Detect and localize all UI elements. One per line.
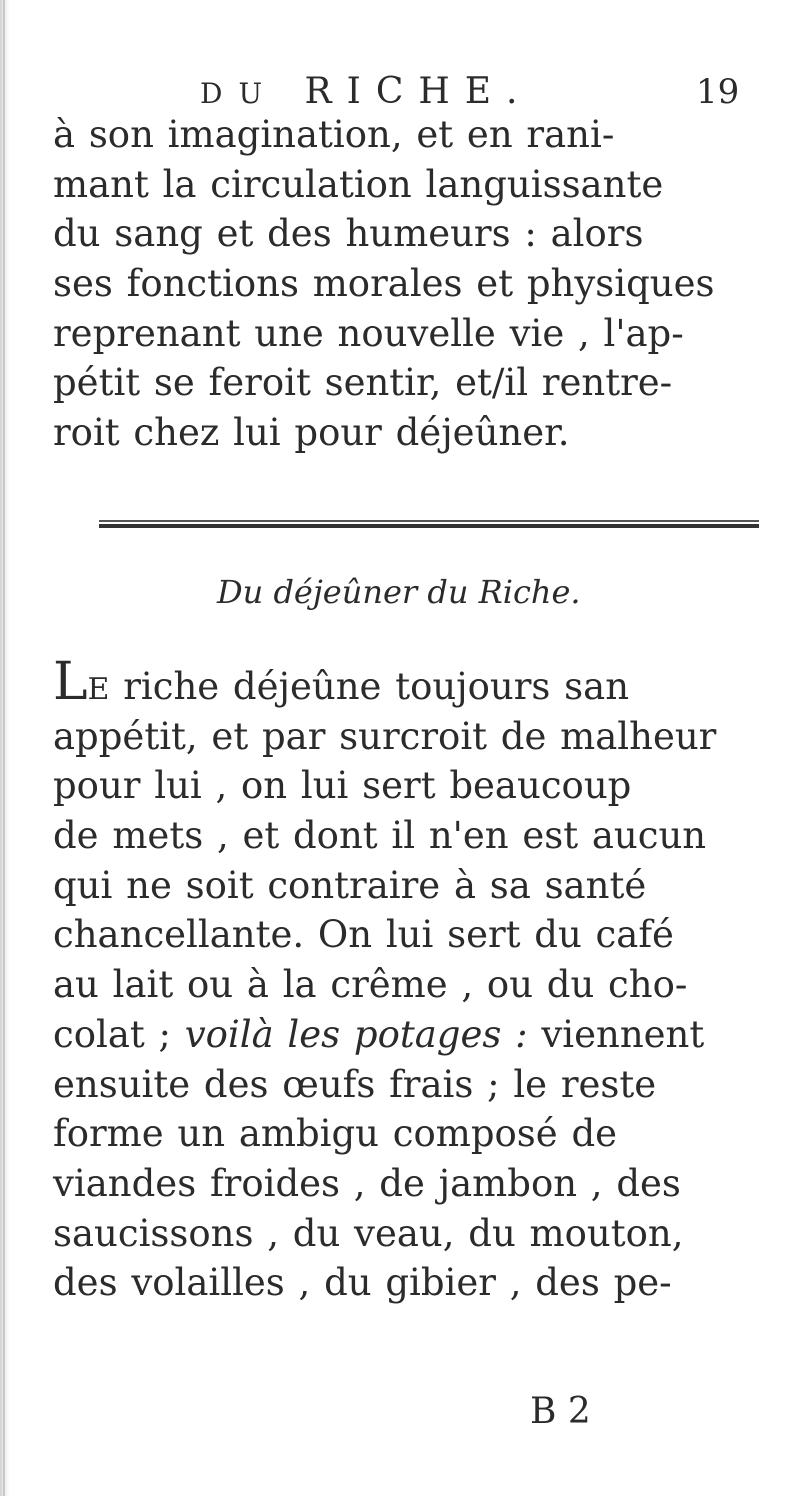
divider-thick-line bbox=[99, 524, 759, 528]
running-head-title bbox=[200, 72, 533, 114]
text-line: appétit, et par surcroit de malheur bbox=[53, 714, 717, 758]
italic-phrase: voilà les potages : bbox=[184, 1012, 528, 1056]
text-line-first bbox=[53, 652, 765, 712]
text-line: des volailles , du gibier , des pe- bbox=[53, 1261, 672, 1305]
running-head-du: DU bbox=[200, 77, 279, 110]
first-line-text: riche déjeûne toujours san bbox=[109, 665, 630, 708]
paragraph-dejeuner bbox=[53, 652, 765, 1308]
text-line: du sang et des humeurs : alors bbox=[53, 212, 644, 256]
divider-thin-line bbox=[99, 520, 759, 522]
running-head bbox=[200, 72, 760, 112]
text-line: roit chez lui pour déjeûner. bbox=[53, 411, 570, 455]
dropcap-letter: L bbox=[53, 652, 88, 712]
line-start: colat ; bbox=[53, 1012, 185, 1056]
line-end: viennent bbox=[527, 1012, 705, 1056]
text-line: de mets , et dont il n'en est aucun bbox=[53, 814, 707, 858]
text-line: forme un ambigu composé de bbox=[53, 1112, 618, 1156]
page-edge-line bbox=[3, 0, 5, 1496]
text-line-mixed bbox=[53, 1010, 765, 1060]
text-line: pour lui , on lui sert beaucoup bbox=[53, 764, 632, 808]
text-line: chancellante. On lui sert du café bbox=[53, 913, 674, 957]
text-line: à son imagination, et en rani- bbox=[53, 113, 615, 156]
text-line: qui ne soit contraire à sa santé bbox=[53, 863, 647, 907]
text-line: reprenant une nouvelle vie , l'ap- bbox=[53, 311, 684, 355]
page-number: 19 bbox=[696, 72, 740, 112]
text-line: ses fonctions morales et physiques bbox=[53, 262, 715, 306]
page-binding-edge bbox=[0, 0, 10, 1496]
text-line: viandes froides , de jambon , des bbox=[53, 1161, 681, 1205]
text-line: mant la circulation languissante bbox=[53, 162, 664, 206]
text-line: ensuite des œufs frais ; le reste bbox=[53, 1062, 657, 1106]
text-line: saucissons , du veau, du mouton, bbox=[53, 1211, 684, 1255]
signature-mark: B 2 bbox=[530, 1391, 591, 1432]
text-line: au lait ou à la crême , ou du cho- bbox=[53, 963, 688, 1007]
section-divider-rule bbox=[99, 520, 759, 530]
text-line: pétit se feroit sentir, et/il rentre- bbox=[53, 361, 673, 405]
paragraph-continued bbox=[53, 110, 765, 458]
smallcap-letter: E bbox=[87, 672, 110, 707]
running-head-riche: RICHE. bbox=[304, 71, 533, 112]
section-heading: Du déjeûner du Riche. bbox=[217, 573, 581, 611]
